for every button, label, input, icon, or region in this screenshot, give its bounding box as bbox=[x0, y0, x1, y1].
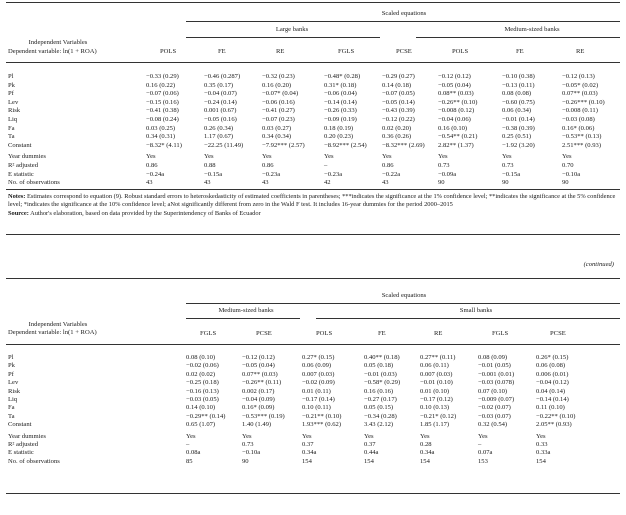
table-cell: −0.05* (0.02) bbox=[562, 81, 599, 89]
group-rule bbox=[186, 21, 620, 22]
table-cell: −0.26*** (0.10) bbox=[562, 98, 605, 106]
row-label: Pk bbox=[8, 362, 15, 370]
table-cell: −0.01 (0.05) bbox=[478, 362, 511, 370]
table-cell: −0.03 (0.07) bbox=[478, 412, 511, 420]
table-cell: 0.10 (0.11) bbox=[302, 404, 331, 412]
row-label: R² adjusted bbox=[8, 162, 38, 169]
row-label: Constant bbox=[8, 141, 32, 149]
table-cell: 0.25 (0.51) bbox=[502, 133, 532, 141]
table-cell: −0.53** (0.13) bbox=[562, 133, 602, 141]
table-cell: 0.08a bbox=[186, 449, 201, 457]
row-label: Pf bbox=[8, 370, 14, 378]
table-cell: −0.12 (0.22) bbox=[382, 116, 415, 123]
column-header: RE bbox=[276, 48, 285, 55]
table-cell: −0.53*** (0.19) bbox=[242, 412, 285, 420]
source-label: Source: bbox=[8, 209, 29, 217]
table-cell: 0.34 (0.34) bbox=[262, 133, 292, 141]
column-header: FGLS bbox=[338, 48, 355, 55]
table-cell: 1.17 (0.67) bbox=[204, 133, 234, 141]
table-cell: −0.21** (0.10) bbox=[302, 412, 342, 420]
table-cell: 0.26 (0.34) bbox=[204, 124, 234, 132]
table-cell: −8.32*** (2.69) bbox=[382, 141, 425, 149]
table-cell: −0.22a bbox=[382, 170, 401, 178]
row-label: Pk bbox=[8, 81, 15, 89]
table-cell: −0.13 (0.11) bbox=[502, 81, 535, 89]
subgroup-large-banks: Large banks bbox=[275, 26, 309, 33]
table-cell: −0.23a bbox=[324, 170, 343, 178]
table-cell: −0.41 (0.27) bbox=[262, 107, 295, 115]
table-cell: −0.29 (0.27) bbox=[382, 73, 415, 80]
table-cell: −0.38 (0.39) bbox=[502, 124, 535, 132]
table-cell: 0.002 (0.17) bbox=[242, 387, 275, 395]
continued-label: (continued) bbox=[583, 261, 614, 268]
table-cell: 90 bbox=[502, 179, 509, 187]
table-cell: 0.03 (0.25) bbox=[146, 124, 176, 132]
table-cell: 0.33a bbox=[536, 449, 551, 457]
table-cell: 0.07 (0.10) bbox=[478, 387, 508, 395]
table-cell: −0.008 (0.12) bbox=[438, 107, 475, 115]
iv-label: Independent Variables bbox=[28, 321, 88, 328]
table-cell: 0.37 bbox=[364, 441, 376, 448]
table-cell: 0.33 bbox=[536, 441, 548, 448]
table-cell: −0.58* (0.29) bbox=[364, 379, 401, 387]
column-header: PCSE bbox=[256, 330, 272, 337]
table-cell: −0.05 (0.14) bbox=[382, 98, 415, 106]
table-cell: 0.28 bbox=[420, 441, 432, 448]
table-cell: −0.15a bbox=[204, 170, 223, 178]
table-cell: −0.29** (0.14) bbox=[186, 412, 226, 420]
table-cell: −0.01 (0.14) bbox=[502, 116, 535, 123]
table-cell: 0.20 (0.23) bbox=[324, 133, 354, 141]
table-cell: 0.01 (0.10) bbox=[420, 387, 450, 395]
table-cell: −0.001 (0.01) bbox=[478, 370, 515, 378]
table-cell: 154 bbox=[536, 457, 546, 465]
table-cell: 0.07** (0.03) bbox=[562, 90, 598, 98]
table-cell: 0.10 (0.13) bbox=[420, 404, 450, 412]
table-cell: 43 bbox=[262, 179, 269, 187]
table-cell: −0.54** (0.21) bbox=[438, 133, 478, 141]
table-cell: −0.15 (0.16) bbox=[146, 98, 179, 106]
table-cell: 0.70 bbox=[562, 162, 574, 169]
column-header: POLS bbox=[160, 48, 177, 55]
table-cell: 90 bbox=[242, 457, 249, 465]
column-header: RE bbox=[434, 330, 443, 337]
table-cell: 154 bbox=[420, 457, 430, 465]
row-label: Ta bbox=[8, 133, 15, 141]
row-label: Pl bbox=[8, 354, 14, 361]
table-cell: 0.06 (0.11) bbox=[420, 362, 449, 370]
column-header: FE bbox=[218, 48, 226, 55]
table-cell: 0.02 (0.02) bbox=[186, 370, 216, 378]
column-header: POLS bbox=[452, 48, 469, 55]
table-cell: −0.06 (0.16) bbox=[262, 98, 295, 106]
row-label: Fa bbox=[8, 404, 15, 412]
row-label: No. of observations bbox=[8, 457, 60, 465]
column-header: FGLS bbox=[200, 330, 217, 337]
subgroup-rule-large bbox=[186, 37, 380, 38]
table-cell: −0.04 (0.06) bbox=[438, 116, 471, 123]
table-cell: −0.06 (0.04) bbox=[324, 90, 357, 98]
table-cell: −0.09 (0.19) bbox=[324, 116, 357, 123]
table-cell: 0.06 (0.09) bbox=[302, 362, 332, 370]
table-cell: −0.27 (0.17) bbox=[364, 396, 397, 403]
table-cell: −0.07* (0.04) bbox=[262, 90, 299, 98]
table-cell: −0.17 (0.12) bbox=[420, 396, 453, 403]
table-cell: 43 bbox=[382, 179, 389, 187]
table-cell: −0.12 (0.12) bbox=[242, 354, 275, 361]
table-cell: 3.43 (2.12) bbox=[364, 421, 394, 429]
group-rule bbox=[186, 303, 620, 304]
table-cell: 0.03 (0.27) bbox=[262, 124, 292, 132]
table-cell: 0.007 (0.03) bbox=[420, 370, 453, 378]
table-cell: 0.86 bbox=[146, 162, 158, 169]
row-label: Year dummies bbox=[8, 153, 46, 161]
table-cell: −0.03 (0.078) bbox=[478, 379, 515, 387]
table-cell: −0.10 (0.38) bbox=[502, 73, 535, 80]
table-cell: Yes bbox=[420, 432, 430, 440]
table-cell: −0.12 (0.12) bbox=[438, 73, 471, 80]
row-label: Ta bbox=[8, 412, 15, 420]
table-cell: 0.34 (0.31) bbox=[146, 133, 176, 141]
table-cell: 0.18 (0.19) bbox=[324, 124, 354, 132]
table-cell: −0.04 (0.07) bbox=[204, 90, 237, 98]
table-cell: −0.07 (0.23) bbox=[262, 116, 295, 123]
table-cell: −0.03 (0.05) bbox=[186, 396, 219, 403]
table-cell: 0.16* (0.09) bbox=[242, 404, 275, 412]
table-cell: – bbox=[186, 441, 190, 448]
table-cell: 0.86 bbox=[382, 162, 394, 169]
table-cell: −0.24a bbox=[146, 170, 165, 178]
table-cell: 0.14 (0.10) bbox=[186, 404, 216, 412]
table-cell: 0.05 (0.15) bbox=[364, 404, 394, 412]
table-cell: Yes bbox=[382, 153, 392, 161]
table-cell: 0.34a bbox=[302, 449, 317, 457]
table-cell: −0.14 (0.14) bbox=[324, 98, 357, 106]
row-label: R² adjusted bbox=[8, 441, 38, 448]
dv-label: Dependent variable: ln(1 + ROA) bbox=[8, 48, 97, 55]
table-cell: 154 bbox=[302, 457, 312, 465]
source-text: Author's elaboration, based on data provided by the Superintendency of Banks of Ecuador bbox=[30, 209, 261, 217]
table-cell: −8.92*** (2.54) bbox=[324, 141, 367, 149]
row-label: Lev bbox=[8, 98, 19, 106]
table-cell: 0.16 (0.22) bbox=[146, 81, 176, 89]
dv-label: Dependent variable: ln(1 + ROA) bbox=[8, 329, 97, 336]
table-cell: −0.01 (0.10) bbox=[420, 379, 453, 387]
table-cell: −0.26 (0.33) bbox=[324, 107, 357, 115]
subgroup-rule-medium bbox=[186, 318, 300, 319]
table-cell: −0.16 (0.13) bbox=[186, 387, 219, 395]
subgroup-small-banks: Small banks bbox=[459, 307, 493, 314]
table-cell: 2.05** (0.93) bbox=[536, 421, 572, 429]
notes-text: Estimates correspond to equation (9). Robust standard errors to heteroskedasticity of estimated coefficients in parentheses; ***indicates the significance at the 1% confidence level; **indicates the significance at the 5% confidence level; *indicates the significance at the 10% confidence level; aNot significantly different from zero in the Wald F test. It includes 16-year dummies for the period 2000–2015 bbox=[8, 193, 616, 209]
table-cell: −0.23a bbox=[262, 170, 281, 178]
table-cell: −0.01 (0.03) bbox=[364, 370, 397, 378]
subgroup-medium-banks: Medium-sized banks bbox=[218, 307, 274, 314]
table-cell: 0.16* (0.06) bbox=[562, 124, 595, 132]
bottom-rule bbox=[6, 189, 620, 190]
table-cell: −0.24 (0.14) bbox=[204, 98, 237, 106]
header-rule bbox=[6, 62, 620, 63]
table-cell: 0.08** (0.03) bbox=[438, 90, 474, 98]
table-cell: −0.32 (0.23) bbox=[262, 73, 295, 80]
table-cell: 0.06 (0.34) bbox=[502, 107, 532, 115]
table-cell: 0.05 (0.18) bbox=[364, 362, 394, 370]
table-cell: 43 bbox=[204, 179, 211, 187]
table-cell: −0.10a bbox=[562, 170, 581, 178]
table-cell: −0.05 (0.04) bbox=[242, 362, 275, 370]
table-cell: −7.92*** (2.57) bbox=[262, 141, 305, 149]
table-cell: 0.35 (0.17) bbox=[204, 81, 234, 89]
table-cell: −0.25 (0.18) bbox=[186, 379, 219, 387]
table-cell: 85 bbox=[186, 457, 193, 465]
top-rule bbox=[6, 2, 620, 3]
table-cell: 0.88 bbox=[204, 162, 216, 169]
table-cell: 2.82** (1.37) bbox=[438, 141, 474, 149]
table-cell: −0.60 (0.75) bbox=[502, 98, 535, 106]
table-cell: 0.16 (0.16) bbox=[364, 387, 394, 395]
table-cell: 0.07** (0.03) bbox=[242, 370, 278, 378]
notes-label: Notes: bbox=[8, 193, 26, 200]
table-cell: 0.73 bbox=[438, 162, 450, 169]
table-cell: 0.14 (0.18) bbox=[382, 81, 412, 89]
table-cell: 90 bbox=[562, 179, 569, 187]
table-cell: 0.37 bbox=[302, 441, 314, 448]
column-header: PCSE bbox=[550, 330, 566, 337]
table-cell: 0.27* (0.15) bbox=[302, 354, 335, 361]
table-cell: −0.34 (0.28) bbox=[364, 412, 397, 420]
table-cell: 0.65 (1.07) bbox=[186, 421, 216, 429]
table-cell: 0.26* (0.15) bbox=[536, 354, 569, 361]
table-cell: −0.02 (0.07) bbox=[478, 404, 511, 412]
table-cell: 42 bbox=[324, 179, 331, 187]
iv-label: Independent Variables bbox=[28, 39, 88, 46]
row-label: Risk bbox=[8, 387, 21, 395]
table-cell: −0.04 (0.12) bbox=[536, 379, 569, 387]
table-cell: 1.40 (1.49) bbox=[242, 421, 272, 429]
table-cell: 0.36 (0.26) bbox=[382, 133, 412, 141]
table-cell: – bbox=[478, 441, 482, 448]
table-cell: – bbox=[324, 162, 328, 169]
table-cell: 1.85 (1.17) bbox=[420, 421, 450, 429]
table-cell: 0.40** (0.18) bbox=[364, 354, 400, 361]
table-cell: 0.16 (0.20) bbox=[262, 81, 292, 89]
row-label: Liq bbox=[8, 116, 18, 123]
table-cell: 0.08 (0.10) bbox=[186, 354, 216, 361]
table-cell: −0.48* (0.28) bbox=[324, 73, 361, 80]
table-cell: −0.07 (0.05) bbox=[382, 90, 415, 98]
column-header: FE bbox=[378, 330, 386, 337]
column-header: FE bbox=[516, 48, 524, 55]
table-cell: −0.07 (0.06) bbox=[146, 90, 179, 98]
row-label: E statistic bbox=[8, 170, 34, 178]
table-cell: 153 bbox=[478, 457, 488, 465]
table-2 bbox=[6, 282, 620, 512]
subgroup-rule-small bbox=[316, 318, 620, 319]
table-cell: Yes bbox=[302, 432, 312, 440]
table-cell: −0.41 (0.38) bbox=[146, 107, 179, 115]
table-cell: −0.05 (0.16) bbox=[204, 116, 237, 123]
table-cell: −0.12 (0.13) bbox=[562, 73, 595, 80]
table-cell: −0.04 (0.09) bbox=[242, 396, 275, 403]
table-cell: −0.21* (0.12) bbox=[420, 412, 457, 420]
table-cell: −0.08 (0.24) bbox=[146, 116, 179, 123]
table-cell: −0.09a bbox=[438, 170, 457, 178]
table-cell: 0.73 bbox=[502, 162, 514, 169]
table-cell: 0.06 (0.08) bbox=[536, 362, 566, 370]
subgroup-medium-banks: Medium-sized banks bbox=[504, 26, 560, 33]
table-cell: −0.46 (0.287) bbox=[204, 73, 241, 80]
table-cell: −0.33 (0.29) bbox=[146, 73, 179, 80]
row-label: Constant bbox=[8, 421, 32, 429]
table-cell: 0.07a bbox=[478, 449, 493, 457]
table-cell: Yes bbox=[324, 153, 334, 161]
column-header: RE bbox=[576, 48, 585, 55]
table-cell: −1.92 (3.20) bbox=[502, 141, 535, 149]
subgroup-rule-medium bbox=[416, 37, 620, 38]
table-cell: 0.08 (0.09) bbox=[478, 354, 508, 361]
table-cell: 0.73 bbox=[242, 441, 254, 448]
table-cell: Yes bbox=[242, 432, 252, 440]
table-cell: 43 bbox=[146, 179, 153, 187]
table-cell: −0.008 (0.11) bbox=[562, 107, 598, 115]
row-label: Liq bbox=[8, 396, 18, 403]
column-header: POLS bbox=[316, 330, 333, 337]
table-cell: 0.02 (0.20) bbox=[382, 124, 412, 132]
table-cell: −0.15a bbox=[502, 170, 521, 178]
bottom-rule bbox=[6, 493, 620, 494]
table-cell: 0.006 (0.01) bbox=[536, 370, 569, 378]
row-label: Fa bbox=[8, 124, 15, 132]
row-label: Risk bbox=[8, 107, 21, 115]
table-cell: Yes bbox=[186, 432, 196, 440]
table-cell: Yes bbox=[262, 153, 272, 161]
table-cell: 0.31* (0.18) bbox=[324, 81, 357, 89]
table-cell: Yes bbox=[502, 153, 512, 161]
table-cell: −22.25 (11.49) bbox=[204, 141, 244, 149]
table-cell: Yes bbox=[478, 432, 488, 440]
end-rule bbox=[6, 278, 620, 279]
table-cell: 0.44a bbox=[364, 449, 379, 457]
header-rule bbox=[6, 344, 620, 345]
notes-rule bbox=[6, 234, 620, 235]
row-label: E statistic bbox=[8, 449, 34, 457]
table-1 bbox=[6, 0, 620, 282]
row-label: Pf bbox=[8, 90, 14, 98]
table-cell: Yes bbox=[146, 153, 156, 161]
table-cell: −0.10a bbox=[242, 449, 261, 457]
table-cell: −0.26** (0.11) bbox=[242, 379, 282, 387]
table-cell: 90 bbox=[438, 179, 445, 187]
table-cell: −0.02 (0.09) bbox=[302, 379, 335, 387]
table-cell: −0.22** (0.10) bbox=[536, 412, 576, 420]
table-cell: 1.93*** (0.62) bbox=[302, 421, 342, 429]
table-cell: 0.04 (0.14) bbox=[536, 387, 566, 395]
table-cell: Yes bbox=[438, 153, 448, 161]
column-header: FGLS bbox=[492, 330, 509, 337]
table-cell: 154 bbox=[364, 457, 374, 465]
table-cell: −0.17 (0.14) bbox=[302, 396, 335, 403]
group-title: Scaled equations bbox=[381, 292, 427, 299]
table-cell: Yes bbox=[536, 432, 546, 440]
row-label: Pl bbox=[8, 73, 14, 80]
group-title: Scaled equations bbox=[381, 10, 427, 17]
table-cell: Yes bbox=[204, 153, 214, 161]
table-cell: 0.001 (0.67) bbox=[204, 107, 237, 115]
table-cell: 0.27** (0.11) bbox=[420, 354, 456, 361]
table-cell: −0.14 (0.14) bbox=[536, 396, 569, 403]
table-cell: −0.02 (0.06) bbox=[186, 362, 219, 370]
table-cell: Yes bbox=[364, 432, 374, 440]
row-label: Year dummies bbox=[8, 432, 46, 440]
column-header: PCSE bbox=[396, 48, 412, 55]
table-cell: 0.08 (0.08) bbox=[502, 90, 532, 98]
row-label: No. of observations bbox=[8, 179, 60, 187]
table-notes bbox=[8, 193, 616, 218]
row-label: Lev bbox=[8, 379, 19, 387]
table-cell: −0.43 (0.39) bbox=[382, 107, 415, 115]
table-cell: −0.009 (0.07) bbox=[478, 396, 515, 403]
table-cell: Yes bbox=[562, 153, 572, 161]
table-cell: 0.007 (0.03) bbox=[302, 370, 335, 378]
table-cell: −0.26** (0.10) bbox=[438, 98, 478, 106]
table-cell: 2.51*** (0.93) bbox=[562, 141, 602, 149]
table-cell: 0.32 (0.54) bbox=[478, 421, 508, 429]
table-cell: −0.05 (0.04) bbox=[438, 81, 471, 89]
table-cell: −0.03 (0.08) bbox=[562, 116, 595, 123]
table-cell: −8.32* (4.11) bbox=[146, 141, 182, 149]
table-cell: 0.86 bbox=[262, 162, 274, 169]
table-cell: 0.16 (0.10) bbox=[438, 124, 468, 132]
table-cell: 0.11 (0.10) bbox=[536, 404, 565, 412]
table-cell: 0.34a bbox=[420, 449, 435, 457]
table-cell: 0.01 (0.11) bbox=[302, 387, 331, 395]
